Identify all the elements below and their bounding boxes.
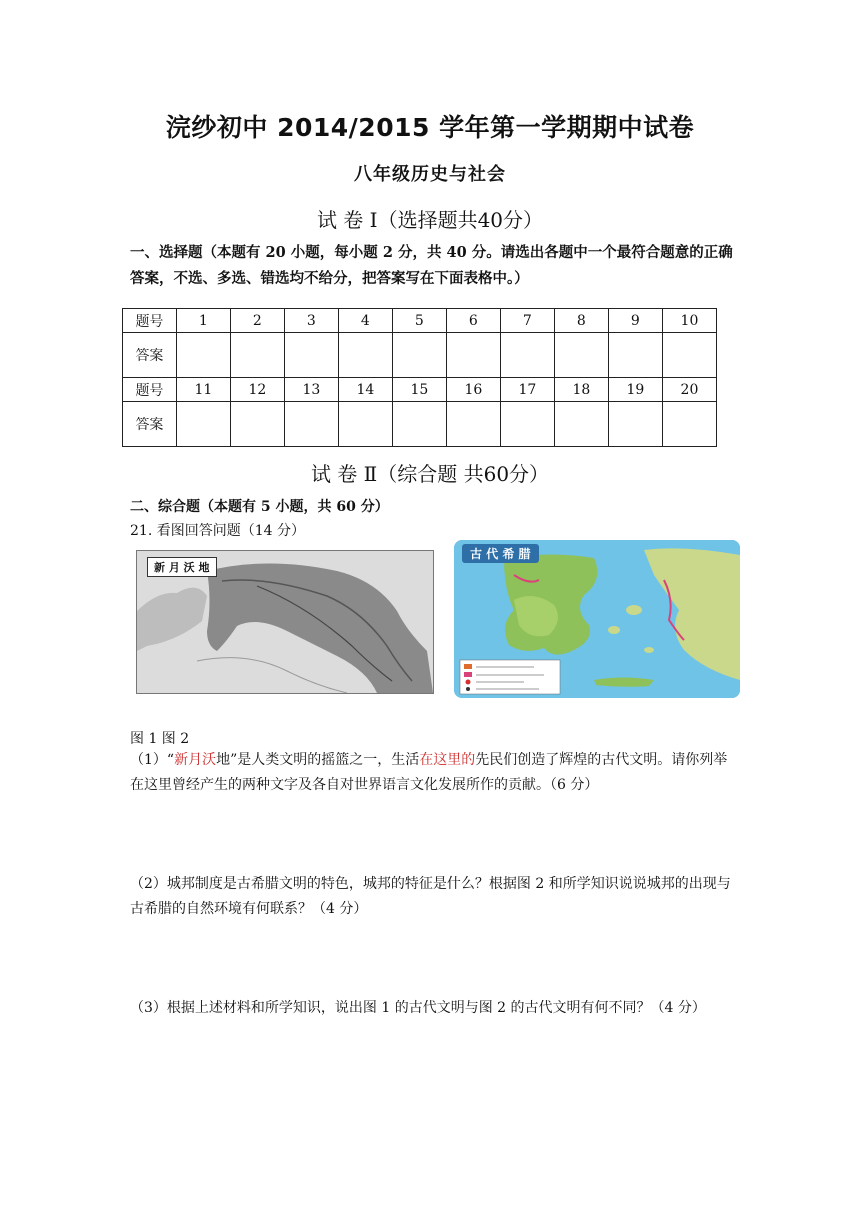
- row-label: 题号: [123, 309, 177, 333]
- question-number: 19: [608, 378, 662, 402]
- question-number: 3: [284, 309, 338, 333]
- answer-cell[interactable]: [284, 333, 338, 378]
- question-21-1: [130, 748, 740, 798]
- answer-cell[interactable]: [446, 333, 500, 378]
- answer-cell[interactable]: [338, 333, 392, 378]
- answer-cell[interactable]: [500, 333, 554, 378]
- answer-cell[interactable]: [284, 402, 338, 447]
- ancient-greece-map-graphic: [454, 540, 740, 698]
- answer-cell[interactable]: [608, 402, 662, 447]
- answer-cell[interactable]: [392, 333, 446, 378]
- question-number: 8: [554, 309, 608, 333]
- q1-highlight-term2: 在这里的: [419, 752, 476, 768]
- answer-cell[interactable]: [392, 402, 446, 447]
- question-number: 9: [608, 309, 662, 333]
- question-number: 2: [230, 309, 284, 333]
- section1-heading: 试 卷 Ⅰ（选择题共40分）: [316, 208, 544, 232]
- answer-cell[interactable]: [554, 402, 608, 447]
- answer-table: [122, 308, 717, 447]
- q1-highlight-term: 新月沃: [174, 752, 217, 768]
- question-number: 4: [338, 309, 392, 333]
- question-number: 18: [554, 378, 608, 402]
- question-number: 14: [338, 378, 392, 402]
- exam-subtitle: 八年级历史与社会: [354, 164, 506, 185]
- q1-mid: 地”是人类文明的摇篮之一，生活: [216, 752, 420, 768]
- map2-title: 古 代 希 腊: [462, 544, 539, 563]
- q1-prefix: （1）“: [130, 752, 175, 768]
- section1-instructions: 一、选择题（本题有 20 小题，每小题 2 分，共 40 分。请选出各题中一个最符合题意的正确答案，不选、多选、错选均不给分，把答案写在下面表格中。）: [130, 244, 733, 287]
- question-number: 1: [176, 309, 230, 333]
- answer-cell[interactable]: [176, 333, 230, 378]
- question-number: 10: [662, 309, 716, 333]
- answer-cell[interactable]: [608, 333, 662, 378]
- figure-caption: 图 1 图 2: [130, 731, 190, 747]
- table-row: [123, 378, 717, 402]
- question-number: 20: [662, 378, 716, 402]
- question-number: 15: [392, 378, 446, 402]
- question-number: 13: [284, 378, 338, 402]
- table-row: [123, 309, 717, 333]
- row-label: 答案: [123, 333, 177, 378]
- section2-heading: 试 卷 Ⅱ（综合题 共60分）: [310, 462, 550, 486]
- answer-cell[interactable]: [554, 333, 608, 378]
- question-number: 7: [500, 309, 554, 333]
- question-21-2: （2）城邦制度是古希腊文明的特色，城邦的特征是什么？根据图 2 和所学知识说说城邦的出现与古希腊的自然环境有何联系？（4 分）: [130, 876, 731, 917]
- question-21-3: （3）根据上述材料和所学知识，说出图 1 的古代文明与图 2 的古代文明有何不同？（4 分）: [130, 1000, 706, 1016]
- row-label: 答案: [123, 402, 177, 447]
- q1-rest: 先民们创造了辉煌的古代文明。请你列举在这里曾经产生的两种文字及各自对世界语言文化发展所作的贡献。（6 分）: [130, 752, 728, 793]
- answer-cell[interactable]: [338, 402, 392, 447]
- ancient-greece-map: [454, 540, 740, 698]
- question-number: 11: [176, 378, 230, 402]
- answer-cell[interactable]: [662, 333, 716, 378]
- answer-cell[interactable]: [662, 402, 716, 447]
- fertile-crescent-map: [136, 550, 434, 694]
- question-number: 5: [392, 309, 446, 333]
- map1-title: 新 月 沃 地: [147, 557, 217, 577]
- answer-cell[interactable]: [230, 402, 284, 447]
- row-label: 题号: [123, 378, 177, 402]
- answer-cell[interactable]: [176, 402, 230, 447]
- question-21: 21. 看图回答问题（14 分）: [130, 523, 305, 539]
- answer-cell[interactable]: [500, 402, 554, 447]
- answer-cell[interactable]: [230, 333, 284, 378]
- answer-cell[interactable]: [446, 402, 500, 447]
- question-number: 12: [230, 378, 284, 402]
- question-number: 6: [446, 309, 500, 333]
- exam-title: 浣纱初中 2014/2015 学年第一学期期中试卷: [165, 113, 695, 142]
- part2-title: 二、综合题（本题有 5 小题，共 60 分）: [130, 499, 389, 515]
- table-row: [123, 402, 717, 447]
- table-row: [123, 333, 717, 378]
- question-number: 16: [446, 378, 500, 402]
- question-number: 17: [500, 378, 554, 402]
